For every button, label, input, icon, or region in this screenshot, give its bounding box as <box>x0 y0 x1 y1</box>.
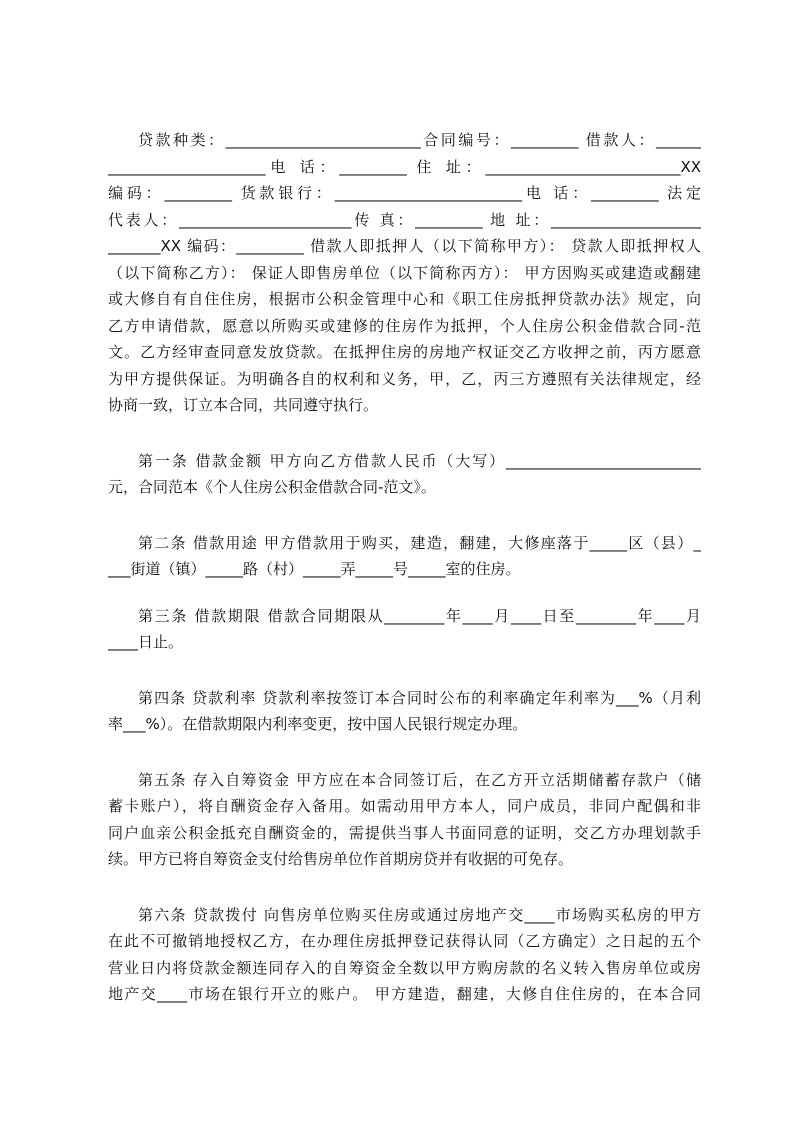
contract-document <box>108 127 701 1008</box>
text-line: 第一条 借款金额 甲方向乙方借款人民币（大写）__________________________ <box>138 451 701 470</box>
text-line: 或大修自有自住住房，根据市公积金管理中心和《职工住房抵押贷款办法》规定，向 <box>108 290 701 308</box>
text-line: 第四条 贷款利率 贷款利率按签订本合同时公布的利率确定年利率为___%（月利 <box>138 688 701 707</box>
paragraph-1 <box>108 127 701 419</box>
text-line: ___街道（镇）_____路（村）_____弄_____号_____室的住房。 <box>108 560 521 578</box>
text-line: 第六条 贷款拨付 向售房单位购买住房或通过房地产交____市场购买私房的甲方 <box>138 905 701 924</box>
text-line: 蓄卡账户），将自酬资金存入备用。如需动用甲方本人，同户成员，非同户配偶和非 <box>108 797 701 815</box>
paragraph-2 <box>108 448 701 501</box>
text-line: 代表人：_______________________传 真：_________ 地 址：____________________ <box>108 210 701 229</box>
text-line: 第二条 借款用途 甲方借款用于购买，建造，翻建，大修座落于_____区（县）_ <box>138 533 701 552</box>
paragraph-7 <box>108 902 701 1008</box>
text-line: （以下简称乙方）： 保证人即售房单位（以下简称丙方）： 甲方因购买或建造或翻建 <box>108 263 701 282</box>
text-line: 营业日内将贷款金额连同存入的自筹资金全数以甲方购房款的名义转入售房单位或房 <box>108 958 701 977</box>
text-line: ____日止。 <box>108 633 184 651</box>
text-line: 为甲方提供保证。为明确各自的权利和义务，甲，乙，丙三方遵照有关法律规定，经 <box>108 369 701 388</box>
text-line: 编码：_________ 货款银行：_________________________电 话：_________ 法定 <box>108 184 701 202</box>
paragraph-3 <box>108 530 701 583</box>
paragraph-6 <box>108 767 701 873</box>
paragraph-5 <box>108 685 701 738</box>
text-line: 贷款种类：__________________________合同编号：_________ 借款人：______ <box>138 131 701 149</box>
text-line: 第五条 存入自筹资金 甲方应在本合同签订后，在乙方开立活期储蓄存款户（储 <box>138 770 701 789</box>
text-line: 地产交____市场在银行开立的账户。 甲方建造，翻建，大修自住住房的，在本合同 <box>108 985 701 1003</box>
text-line: _____________________电 话：_________ 住 址：__________________________XX <box>108 157 701 176</box>
paragraph-4 <box>108 603 701 656</box>
text-line: 同户血亲公积金抵充自酬资金的，需提供当事人书面同意的证明，交乙方办理划款手 <box>108 823 701 842</box>
text-line: 文。乙方经审查同意发放贷款。在抵押住房的房地产权证交乙方收押之前，丙方愿意 <box>108 343 701 361</box>
text-line: 协商一致，订立本合同，共同遵守执行。 <box>108 396 379 414</box>
text-line: 在此不可撤销地授权乙方，在办理住房抵押登记获得认同（乙方确定）之日起的五个 <box>108 932 701 950</box>
text-line: 率___%）。在借款期限内利率变更，按中国人民银行规定办理。 <box>108 715 528 733</box>
text-line: _______XX 编码：_________ 借款人即抵押人（以下简称甲方）： 贷款人即抵押权人 <box>108 237 701 255</box>
text-line: 乙方申请借款，愿意以所购买或建修的住房作为抵押，个人住房公积金借款合同-范 <box>108 316 701 335</box>
text-line: 元，合同范本《个人住房公积金借款合同-范文》。 <box>108 478 436 496</box>
text-line: 第三条 借款期限 借款合同期限从________年____月____日至________年____月 <box>138 606 701 625</box>
text-line: 续。甲方已将自筹资金支付给售房单位作首期房贷并有收据的可免存。 <box>108 850 574 868</box>
